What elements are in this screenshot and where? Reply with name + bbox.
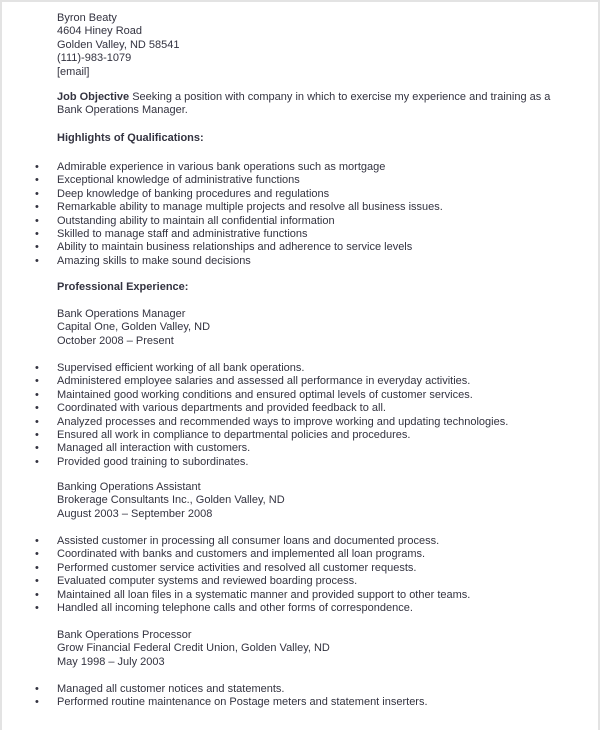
list-item-text: Administered employee salaries and assessed all performance in everyday activities.	[57, 375, 471, 388]
list-item	[0, 188, 590, 201]
list-item-text: Ability to maintain business relationships and adherence to service levels	[57, 241, 413, 254]
job-header	[57, 629, 587, 669]
bullet-icon: •	[35, 548, 39, 561]
contact-phone: (111)-983-1079	[57, 52, 132, 65]
list-item-text: Performed routine maintenance on Postage meters and statement inserters.	[57, 696, 428, 709]
list-item-text: Assisted customer in processing all consumer loans and documented process.	[57, 535, 440, 547]
list-item	[0, 683, 590, 696]
list-item-text: Outstanding ability to maintain all confidential information	[57, 214, 335, 227]
job-company: Grow Financial Federal Credit Union, Golden Valley, ND	[57, 642, 330, 655]
job-dates: October 2008 – Present	[57, 334, 174, 347]
bullet-icon: •	[35, 227, 39, 240]
list-item	[0, 416, 590, 429]
list-item-text: Coordinated with various departments and provided feedback to all.	[57, 402, 386, 415]
job-dates: May 1998 – July 2003	[57, 655, 165, 668]
list-item	[0, 562, 590, 575]
list-item	[0, 575, 590, 588]
list-item	[0, 255, 590, 268]
list-item-text: Managed all customer notices and statements.	[57, 683, 285, 695]
list-item-text: Performed customer service activities and resolved all customer requests.	[57, 561, 417, 574]
contact-name: Byron Beaty	[57, 12, 117, 24]
list-item	[0, 362, 590, 375]
list-item-text: Provided good training to subordinates.	[57, 455, 249, 468]
bullet-icon: •	[35, 187, 39, 200]
objective-label: Job Objective	[57, 91, 130, 103]
bullet-icon: •	[35, 588, 39, 601]
list-item-text: Maintained all loan files in a systematic manner and provided support to other teams.	[57, 588, 471, 601]
job-header	[57, 308, 587, 348]
job-duties-list	[0, 535, 590, 615]
contact-street: 4604 Hiney Road	[57, 25, 143, 38]
job-dates: August 2003 – September 2008	[57, 507, 213, 520]
job-duties-list	[0, 362, 590, 469]
bullet-icon: •	[35, 254, 39, 267]
bullet-icon: •	[35, 535, 39, 547]
list-item-text: Amazing skills to make sound decisions	[57, 254, 251, 267]
list-item	[0, 442, 590, 455]
objective-text: Seeking a position with company in which to exercise my experience and training as a	[129, 91, 551, 103]
list-item-text: Admirable experience in various bank operations such as mortgage	[57, 161, 386, 173]
list-item-text: Exceptional knowledge of administrative functions	[57, 174, 300, 187]
contact-email: [email]	[57, 65, 90, 78]
bullet-icon: •	[35, 402, 39, 415]
list-item	[0, 201, 590, 214]
bullet-icon: •	[35, 428, 39, 441]
bullet-icon: •	[35, 388, 39, 401]
experience-heading: Professional Experience:	[57, 281, 189, 293]
bullet-icon: •	[35, 201, 39, 214]
bullet-icon: •	[35, 455, 39, 468]
job-company: Brokerage Consultants Inc., Golden Valley, ND	[57, 494, 285, 507]
list-item	[0, 456, 590, 469]
list-item	[0, 602, 590, 615]
bullet-icon: •	[35, 696, 39, 709]
job-title: Bank Operations Processor	[57, 629, 192, 641]
list-item	[0, 228, 590, 241]
bullet-icon: •	[35, 561, 39, 574]
list-item-text: Evaluated computer systems and reviewed boarding process.	[57, 575, 358, 588]
list-item	[0, 535, 590, 548]
bullet-icon: •	[35, 683, 39, 695]
list-item	[0, 389, 590, 402]
bullet-icon: •	[35, 161, 39, 173]
highlights-heading: Highlights of Qualifications:	[57, 132, 204, 144]
list-item	[0, 215, 590, 228]
list-item-text: Analyzed processes and recommended ways to improve working and updating technologies.	[57, 415, 509, 428]
bullet-icon: •	[35, 174, 39, 187]
list-item-text: Coordinated with banks and customers and implemented all loan programs.	[57, 548, 426, 561]
highlights-list	[0, 161, 590, 268]
list-item-text: Managed all interaction with customers.	[57, 442, 251, 455]
list-item-text: Maintained good working conditions and ensured optimal levels of customer services.	[57, 388, 473, 401]
list-item	[0, 429, 590, 442]
bullet-icon: •	[35, 575, 39, 588]
list-item-text: Skilled to manage staff and administrative functions	[57, 227, 308, 240]
list-item	[0, 174, 590, 187]
bullet-icon: •	[35, 362, 39, 374]
contact-block	[57, 12, 587, 79]
bullet-icon: •	[35, 601, 39, 614]
list-item	[0, 375, 590, 388]
job-header	[57, 481, 587, 521]
list-item	[0, 696, 590, 709]
list-item	[0, 161, 590, 174]
list-item	[0, 241, 590, 254]
list-item	[0, 402, 590, 415]
objective-text-cont: Bank Operations Manager.	[57, 104, 188, 117]
contact-city: Golden Valley, ND 58541	[57, 38, 180, 51]
job-title: Bank Operations Manager	[57, 308, 186, 320]
list-item-text: Supervised efficient working of all bank operations.	[57, 362, 305, 374]
list-item-text: Deep knowledge of banking procedures and regulations	[57, 187, 330, 200]
bullet-icon: •	[35, 415, 39, 428]
list-item-text: Handled all incoming telephone calls and other forms of correspondence.	[57, 601, 413, 614]
job-title: Banking Operations Assistant	[57, 481, 201, 493]
objective-block	[57, 91, 587, 118]
bullet-icon: •	[35, 442, 39, 455]
bullet-icon: •	[35, 375, 39, 388]
job-company: Capital One, Golden Valley, ND	[57, 321, 211, 334]
list-item-text: Ensured all work in compliance to departmental policies and procedures.	[57, 428, 411, 441]
list-item-text: Remarkable ability to manage multiple projects and resolve all business issues.	[57, 201, 443, 214]
list-item	[0, 589, 590, 602]
bullet-icon: •	[35, 214, 39, 227]
bullet-icon: •	[35, 241, 39, 254]
job-duties-list	[0, 683, 590, 710]
list-item	[0, 548, 590, 561]
